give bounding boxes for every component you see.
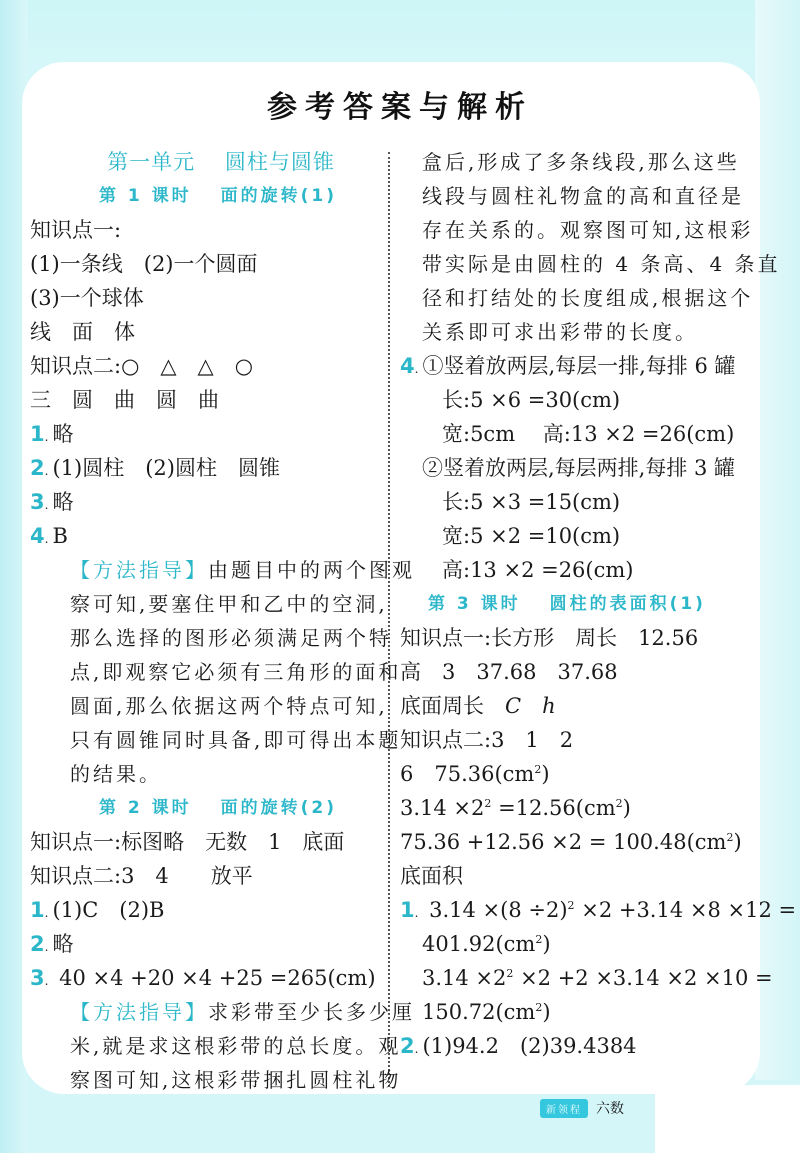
method-guide-1-line: 只有圆锥同时具备,即可得出本题 [70, 728, 402, 752]
lesson-3-knowledge-point-1-line2: 高 3 37.68 37.68 [400, 660, 618, 684]
answer-2: 2. (1)圆柱 (2)圆柱 圆锥 [30, 456, 280, 480]
question-number: 1 [30, 422, 45, 446]
question-number: 3 [30, 490, 45, 514]
knowledge-point-1-line3: 线 面 体 [30, 320, 135, 344]
lesson-3-knowledge-point-1: 知识点一:长方形 周长 12.56 [400, 626, 699, 650]
page-background-top [0, 0, 800, 70]
method-guide-2-line: 盒后,形成了多条线段,那么这些 [422, 150, 740, 174]
method-guide-2-line: 径和打结处的长度组成,根据这个 [422, 286, 754, 310]
answer-text: 略 [52, 932, 74, 956]
answer-4b-length: 长:5 ×3 =15(cm) [442, 490, 621, 514]
method-guide-1-line: 圆面,那么依据这两个特点可知, [70, 694, 388, 718]
answer-text: (1)C (2)B [52, 898, 165, 922]
answer-text: (1)圆柱 (2)圆柱 圆锥 [52, 456, 280, 480]
knowledge-point-2-line2: 三 圆 曲 圆 曲 [30, 388, 219, 412]
answer-text: 40 ×4 +20 ×4 +25 =265(cm) [52, 966, 376, 990]
answer-4: 4. B [30, 524, 68, 548]
question-number: 4 [30, 524, 45, 548]
method-guide-2-line: 察图可知,这根彩带捆扎圆柱礼物 [70, 1068, 402, 1092]
method-guide-1-line: 点,即观察它必须有三角形的面和 [70, 660, 402, 684]
lesson-2-answer-4: 4. ①竖着放两层,每层一排,每排 6 罐 [400, 354, 736, 378]
question-number: 1 [30, 898, 45, 922]
lesson-2-answer-1: 1. (1)C (2)B [30, 898, 165, 922]
method-guide-2-first: 【方法指导】求彩带至少长多少厘 [70, 1000, 415, 1024]
page-footer [540, 1098, 624, 1118]
lesson-3-answer-1: 1. $3.14 \times(8 \div 2)^2 \times 2 +3.14 \times 8 \times 12$ = [400, 898, 797, 922]
variable-c: C [505, 694, 522, 718]
page-cutoff-area [655, 1085, 800, 1153]
answer-text: (1)94.2 (2)39.4384 [422, 1034, 637, 1058]
method-guide-2-line: 存在关系的。观察图可知,这根彩 [422, 218, 754, 242]
lesson-2-knowledge-point-1: 知识点一:标图略 无数 1 底面 [30, 830, 345, 854]
method-guide-2-line: 线段与圆柱礼物盒的高和直径是 [422, 184, 744, 208]
right-column [400, 145, 797, 1063]
question-number: 4 [400, 354, 415, 378]
lesson-2-answer-2: 2. 略 [30, 932, 74, 956]
answer-text: ①竖着放两层,每层一排,每排 6 罐 [422, 354, 736, 378]
lesson-1-title: 第 1 课时 面的旋转(1) [99, 186, 337, 206]
column-divider [388, 152, 390, 1087]
method-guide-1-line: 察可知,要塞住甲和乙中的空洞, [70, 592, 388, 616]
lesson-3-answer-1a-result: $401.92(cm^2)$ [422, 932, 551, 956]
answer-4a-width-height: 宽:5cm 高:13 ×2 =26(cm) [442, 422, 735, 446]
lesson-3-knowledge-point-2-line5: 底面积 [400, 864, 463, 888]
lesson-3-answer-1b: $3.14 \times 2^2 \times 2 +2 \times 3.14 \times 2 \times 10$ = [422, 966, 773, 990]
lesson-2-answer-3: 3. 40 ×4 +20 ×4 +25 =265(cm) [30, 966, 376, 990]
method-guide-1-first: 【方法指导】由题目中的两个图观 [70, 558, 415, 582]
question-number: 3 [30, 966, 45, 990]
knowledge-point-1-line1: (1)一条线 (2)一个圆面 [30, 252, 258, 276]
question-number: 1 [400, 898, 415, 922]
lesson-3-knowledge-point-2: 知识点二:3 1 2 [400, 728, 574, 752]
knowledge-point-1-line2: (3)一个球体 [30, 286, 144, 310]
lesson-3-title: 第 3 课时 圆柱的表面积(1) [428, 594, 706, 614]
unit-title: 第一单元 圆柱与圆锥 [107, 150, 335, 174]
answer-4b-width: 宽:5 ×2 =10(cm) [442, 524, 621, 548]
answer-4b-height: 高:13 ×2 =26(cm) [442, 558, 634, 582]
lesson-3-knowledge-point-2-line2: 6 $75.36(cm^2)$ [400, 762, 550, 786]
lesson-3-knowledge-point-2-line4: $75.36 +12.56 \times 2 = 100.48(cm^2)$ [400, 830, 742, 854]
lesson-3-answer-1b-result: $150.72(cm^2)$ [422, 1000, 551, 1024]
answer-text: B [52, 524, 68, 548]
lesson-3-knowledge-point-1-line3: 底面周长 C h [400, 694, 556, 718]
knowledge-point-1-label: 知识点一: [30, 218, 122, 242]
variable-h: h [542, 694, 556, 718]
lesson-2-knowledge-point-2: 知识点二:3 4 放平 [30, 864, 253, 888]
method-guide-1-line: 的结果。 [70, 762, 162, 786]
knowledge-point-2: 知识点二:○ △ △ ○ [30, 354, 254, 378]
page-title: 参考答案与解析 [267, 90, 533, 125]
answer-1: 1. 略 [30, 422, 74, 446]
lesson-2-title: 第 2 课时 面的旋转(2) [99, 798, 337, 818]
question-number: 2 [400, 1034, 415, 1058]
answer-text: 略 [52, 490, 74, 514]
footer-grade-subject: 六数 [596, 1101, 624, 1117]
left-column [30, 145, 415, 1097]
lesson-3-answer-2: 2. (1)94.2 (2)39.4384 [400, 1034, 637, 1058]
answer-text: 略 [52, 422, 74, 446]
brand-badge: 新领程 [540, 1099, 588, 1118]
method-guide-2-line: 带实际是由圆柱的 4 条高、4 条直 [422, 252, 781, 276]
question-number: 2 [30, 932, 45, 956]
answer-3: 3. 略 [30, 490, 74, 514]
method-guide-2-line: 米,就是求这根彩带的总长度。观 [70, 1034, 402, 1058]
method-guide-label: 【方法指导】 [70, 558, 208, 582]
answer-4a-length: 长:5 ×6 =30(cm) [442, 388, 621, 412]
method-guide-2-line: 关系即可求出彩带的长度。 [422, 320, 698, 344]
method-guide-label: 【方法指导】 [70, 1000, 208, 1024]
question-number: 2 [30, 456, 45, 480]
lesson-3-knowledge-point-2-line3: $3.14 \times 2^2 =12.56(cm^2)$ [400, 796, 631, 820]
method-guide-1-line: 那么选择的图形必须满足两个特 [70, 626, 392, 650]
answer-4b: ②竖着放两层,每层两排,每排 3 罐 [422, 456, 736, 480]
